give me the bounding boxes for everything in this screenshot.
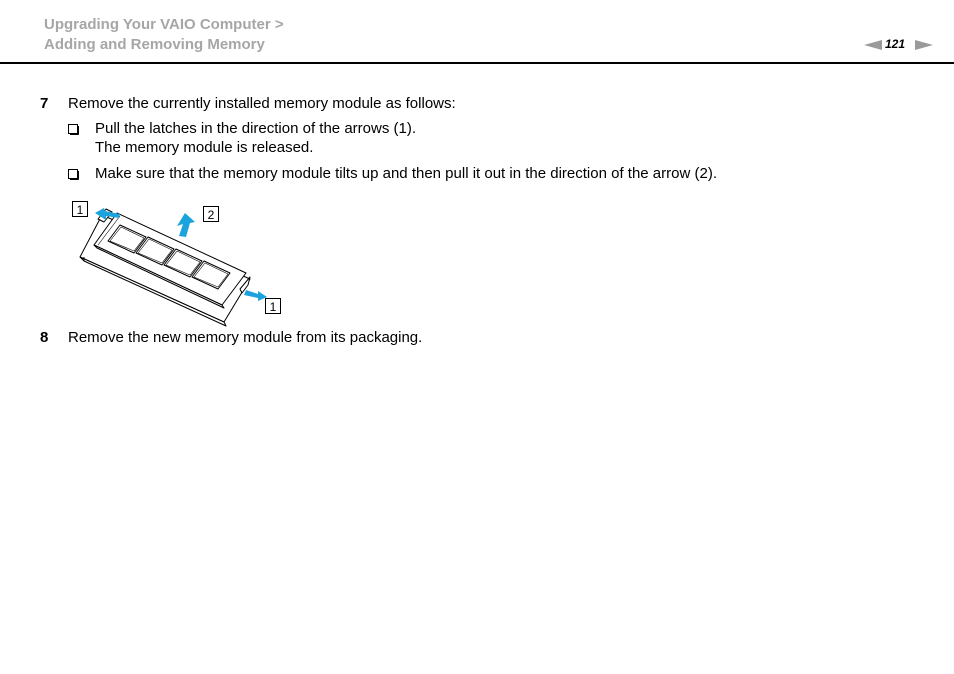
- step-text: Remove the new memory module from its packaging.: [68, 329, 423, 346]
- page-navigation: [864, 37, 934, 53]
- callout-2: [204, 207, 219, 223]
- step-number: 7: [40, 95, 49, 112]
- bullet-item-tilt-module: [95, 164, 717, 183]
- header-divider: [0, 62, 954, 64]
- callout-label: 2: [207, 208, 215, 222]
- memory-removal-illustration: [62, 195, 312, 330]
- checkbox-bullet-icon: [68, 124, 79, 135]
- page-number: 121: [885, 37, 906, 51]
- latch-arrow-right-icon: [244, 290, 267, 301]
- callout-label: 1: [269, 300, 277, 314]
- bullet-line: Make sure that the memory module tilts up and then pull it out in the direction of the arrow (2).: [95, 165, 717, 182]
- breadcrumb-section[interactable]: Upgrading Your VAIO Computer >: [44, 16, 284, 33]
- bullet-line: Pull the latches in the direction of the arrows (1).: [95, 120, 416, 137]
- tilt-out-arrow-icon: [177, 213, 195, 237]
- breadcrumb-page[interactable]: Adding and Removing Memory: [44, 36, 265, 53]
- step-number: 8: [40, 329, 49, 346]
- step-text: Remove the currently installed memory module as follows:: [68, 95, 456, 112]
- callout-1-right: [266, 299, 281, 315]
- bullet-line: The memory module is released.: [95, 139, 314, 156]
- checkbox-bullet-icon: [68, 169, 79, 180]
- next-page-icon[interactable]: [915, 40, 933, 50]
- callout-label: 1: [76, 203, 84, 217]
- previous-page-icon[interactable]: [864, 40, 882, 50]
- bullet-item-pull-latches: [95, 119, 416, 157]
- callout-1-left: [73, 202, 88, 218]
